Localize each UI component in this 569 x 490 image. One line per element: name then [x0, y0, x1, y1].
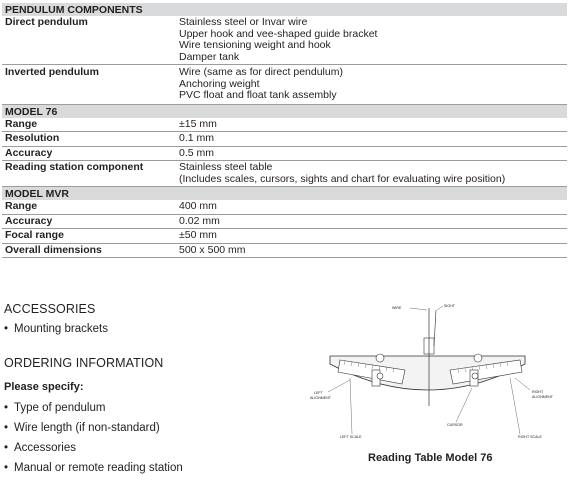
- label-right-scale: RIGHT SCALE: [518, 435, 542, 439]
- label-wire: WIRE: [392, 306, 402, 310]
- row-values: [179, 161, 567, 186]
- row-value: Wire tensioning weight and hook: [179, 39, 331, 51]
- row-value: 0.02 mm: [179, 214, 220, 227]
- list-item: [4, 323, 108, 335]
- table-row: [2, 16, 567, 65]
- list-item-text: Manual or remote reading station: [14, 462, 183, 474]
- row-label: Range: [5, 200, 38, 212]
- label-sight: SIGHT: [444, 304, 455, 308]
- section-heading-model-mvr: MODEL MVR: [2, 187, 567, 200]
- label-cursor: CURSOR: [447, 423, 463, 427]
- table-row: [2, 118, 567, 133]
- bullet: •: [4, 462, 9, 474]
- figure-caption: Reading Table Model 76: [368, 452, 493, 464]
- table-row: [2, 215, 567, 230]
- label-right-alignment-2: ALIGNMENT: [532, 395, 553, 399]
- left-screw: [377, 373, 383, 379]
- left-knob: [376, 354, 384, 362]
- list-item-text: Mounting brackets: [14, 323, 108, 335]
- row-label: Accuracy: [5, 146, 53, 159]
- label-right-alignment-1: RIGHT: [532, 390, 544, 394]
- row-label: Range: [5, 117, 38, 130]
- right-screw: [472, 373, 478, 379]
- row-value: Stainless steel table: [179, 161, 273, 173]
- list-item: [4, 402, 105, 414]
- row-value: Upper hook and vee-shaped guide bracket: [179, 27, 378, 40]
- list-item-text: Type of pendulum: [14, 402, 106, 414]
- accessories-heading: ACCESSORIES: [4, 302, 96, 316]
- list-item: [4, 462, 183, 474]
- row-value: Stainless steel or Invar wire: [179, 16, 308, 28]
- row-value: Damper tank: [179, 50, 240, 63]
- row-values: [179, 65, 567, 103]
- row-values: [179, 16, 567, 64]
- section-heading-pendulum-components: PENDULUM COMPONENTS: [2, 3, 567, 16]
- row-value: 500 x 500 mm: [179, 243, 246, 256]
- table-row: [2, 200, 567, 215]
- row-value: PVC float and float tank assembly: [179, 89, 337, 101]
- specifications-table: [2, 3, 567, 258]
- please-specify-label: Please specify:: [4, 381, 84, 393]
- row-label: Inverted pendulum: [5, 66, 99, 78]
- row-label: Accuracy: [5, 214, 53, 227]
- table-row: [2, 147, 567, 162]
- list-item-text: Wire length (if non-standard): [14, 422, 160, 434]
- table-row: [2, 132, 567, 147]
- table-row: [2, 65, 567, 105]
- sight-line: [434, 310, 436, 346]
- list-item: [4, 422, 160, 434]
- row-value: Wire (same as for direct pendulum): [179, 66, 343, 78]
- bullet: •: [4, 422, 9, 434]
- row-label: Focal range: [5, 229, 64, 241]
- row-values: [179, 229, 567, 243]
- row-values: [179, 215, 567, 229]
- row-value: ±50 mm: [179, 229, 217, 241]
- row-values: [179, 118, 567, 132]
- right-knob: [474, 354, 482, 362]
- bullet: •: [4, 442, 9, 454]
- label-left-alignment-1: LEFT: [314, 391, 323, 395]
- list-item: [4, 442, 76, 454]
- ordering-heading: ORDERING INFORMATION: [4, 356, 164, 370]
- section-heading-model-76: MODEL 76: [2, 105, 567, 118]
- bullet: •: [4, 402, 9, 414]
- row-values: [179, 244, 567, 258]
- table-row: [2, 244, 567, 259]
- row-values: [179, 132, 567, 146]
- list-item-text: Accessories: [14, 442, 76, 454]
- reading-table-diagram: [310, 298, 565, 446]
- label-left-scale: LEFT SCALE: [340, 435, 362, 439]
- row-value: 0.5 mm: [179, 146, 215, 159]
- bullet: •: [4, 323, 9, 335]
- row-label: Direct pendulum: [5, 16, 88, 28]
- row-label: Reading station component: [5, 161, 144, 173]
- row-value: 400 mm: [179, 200, 217, 212]
- row-label: Resolution: [5, 132, 60, 144]
- row-values: [179, 200, 567, 214]
- table-row: [2, 229, 567, 244]
- row-values: [179, 147, 567, 161]
- label-left-alignment-2: ALIGNMENT: [310, 396, 331, 400]
- row-value: (Includes scales, cursors, sights and chart for evaluating wire position): [179, 172, 506, 185]
- table-row: [2, 161, 567, 187]
- row-label: Overall dimensions: [5, 243, 102, 256]
- row-value: Anchoring weight: [179, 77, 260, 90]
- row-value: 0.1 mm: [179, 132, 215, 144]
- row-value: ±15 mm: [179, 117, 217, 130]
